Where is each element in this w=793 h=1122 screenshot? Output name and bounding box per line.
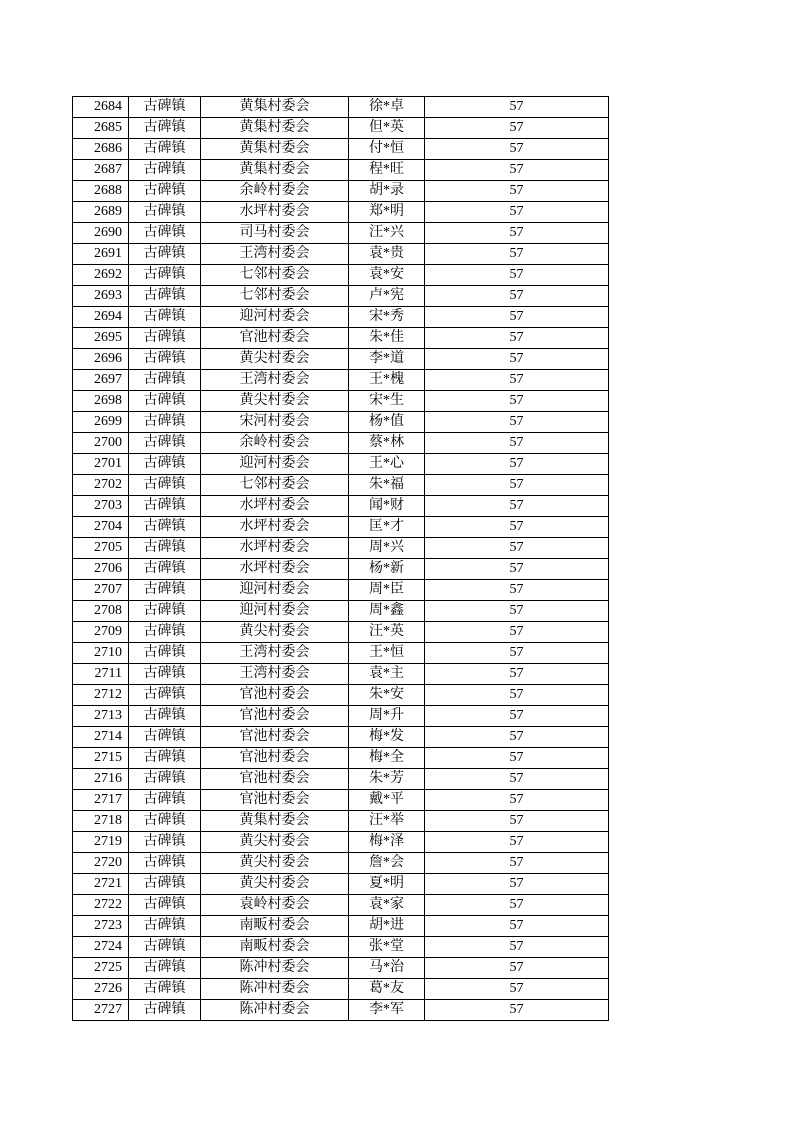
row-number-cell: 2693 <box>73 286 129 307</box>
person-name-cell: 汪*英 <box>349 622 425 643</box>
table-row <box>73 349 609 370</box>
amount-cell: 57 <box>425 559 609 580</box>
person-name-cell: 但*英 <box>349 118 425 139</box>
village-committee-cell: 王湾村委会 <box>201 370 349 391</box>
amount-cell: 57 <box>425 454 609 475</box>
person-name-cell: 周*升 <box>349 706 425 727</box>
table-row <box>73 244 609 265</box>
table-row <box>73 811 609 832</box>
person-name-cell: 程*旺 <box>349 160 425 181</box>
village-committee-cell: 宋河村委会 <box>201 412 349 433</box>
table-row <box>73 895 609 916</box>
amount-cell: 57 <box>425 937 609 958</box>
person-name-cell: 匡*才 <box>349 517 425 538</box>
amount-cell: 57 <box>425 496 609 517</box>
amount-cell: 57 <box>425 286 609 307</box>
row-number-cell: 2720 <box>73 853 129 874</box>
row-number-cell: 2703 <box>73 496 129 517</box>
person-name-cell: 王*槐 <box>349 370 425 391</box>
amount-cell: 57 <box>425 832 609 853</box>
amount-cell: 57 <box>425 307 609 328</box>
row-number-cell: 2705 <box>73 538 129 559</box>
town-cell: 古碑镇 <box>129 622 201 643</box>
town-cell: 古碑镇 <box>129 895 201 916</box>
amount-cell: 57 <box>425 979 609 1000</box>
amount-cell: 57 <box>425 1000 609 1021</box>
village-committee-cell: 余岭村委会 <box>201 433 349 454</box>
village-committee-cell: 黄集村委会 <box>201 160 349 181</box>
table-row <box>73 664 609 685</box>
village-committee-cell: 水坪村委会 <box>201 517 349 538</box>
person-name-cell: 马*治 <box>349 958 425 979</box>
row-number-cell: 2704 <box>73 517 129 538</box>
person-name-cell: 卢*宪 <box>349 286 425 307</box>
person-name-cell: 汪*举 <box>349 811 425 832</box>
person-name-cell: 杨*值 <box>349 412 425 433</box>
town-cell: 古碑镇 <box>129 727 201 748</box>
row-number-cell: 2692 <box>73 265 129 286</box>
town-cell: 古碑镇 <box>129 559 201 580</box>
amount-cell: 57 <box>425 349 609 370</box>
village-committee-cell: 余岭村委会 <box>201 181 349 202</box>
table-row <box>73 202 609 223</box>
table-row <box>73 139 609 160</box>
town-cell: 古碑镇 <box>129 202 201 223</box>
town-cell: 古碑镇 <box>129 349 201 370</box>
row-number-cell: 2689 <box>73 202 129 223</box>
table-body <box>73 97 609 1021</box>
village-committee-cell: 黄集村委会 <box>201 139 349 160</box>
table-row <box>73 496 609 517</box>
town-cell: 古碑镇 <box>129 244 201 265</box>
row-number-cell: 2706 <box>73 559 129 580</box>
amount-cell: 57 <box>425 685 609 706</box>
town-cell: 古碑镇 <box>129 811 201 832</box>
person-name-cell: 袁*家 <box>349 895 425 916</box>
table-row <box>73 958 609 979</box>
amount-cell: 57 <box>425 664 609 685</box>
amount-cell: 57 <box>425 769 609 790</box>
row-number-cell: 2717 <box>73 790 129 811</box>
person-name-cell: 周*鑫 <box>349 601 425 622</box>
row-number-cell: 2687 <box>73 160 129 181</box>
table-row <box>73 748 609 769</box>
amount-cell: 57 <box>425 853 609 874</box>
person-name-cell: 闻*财 <box>349 496 425 517</box>
village-committee-cell: 黄尖村委会 <box>201 622 349 643</box>
row-number-cell: 2719 <box>73 832 129 853</box>
row-number-cell: 2723 <box>73 916 129 937</box>
table-row <box>73 727 609 748</box>
town-cell: 古碑镇 <box>129 181 201 202</box>
person-name-cell: 杨*新 <box>349 559 425 580</box>
table-row <box>73 580 609 601</box>
person-name-cell: 梅*全 <box>349 748 425 769</box>
amount-cell: 57 <box>425 223 609 244</box>
amount-cell: 57 <box>425 706 609 727</box>
table-row <box>73 475 609 496</box>
town-cell: 古碑镇 <box>129 580 201 601</box>
town-cell: 古碑镇 <box>129 391 201 412</box>
amount-cell: 57 <box>425 244 609 265</box>
person-name-cell: 张*堂 <box>349 937 425 958</box>
row-number-cell: 2691 <box>73 244 129 265</box>
village-committee-cell: 陈冲村委会 <box>201 1000 349 1021</box>
amount-cell: 57 <box>425 790 609 811</box>
town-cell: 古碑镇 <box>129 118 201 139</box>
town-cell: 古碑镇 <box>129 979 201 1000</box>
table-row <box>73 307 609 328</box>
table-row <box>73 538 609 559</box>
amount-cell: 57 <box>425 139 609 160</box>
town-cell: 古碑镇 <box>129 790 201 811</box>
person-name-cell: 袁*贵 <box>349 244 425 265</box>
row-number-cell: 2712 <box>73 685 129 706</box>
table-row <box>73 433 609 454</box>
row-number-cell: 2708 <box>73 601 129 622</box>
village-committee-cell: 水坪村委会 <box>201 496 349 517</box>
town-cell: 古碑镇 <box>129 517 201 538</box>
table-row <box>73 643 609 664</box>
town-cell: 古碑镇 <box>129 307 201 328</box>
table-row <box>73 832 609 853</box>
village-committee-cell: 七邻村委会 <box>201 286 349 307</box>
village-committee-cell: 官池村委会 <box>201 790 349 811</box>
town-cell: 古碑镇 <box>129 1000 201 1021</box>
table-row <box>73 370 609 391</box>
village-committee-cell: 水坪村委会 <box>201 538 349 559</box>
person-name-cell: 梅*发 <box>349 727 425 748</box>
village-committee-cell: 陈冲村委会 <box>201 958 349 979</box>
town-cell: 古碑镇 <box>129 370 201 391</box>
town-cell: 古碑镇 <box>129 874 201 895</box>
amount-cell: 57 <box>425 370 609 391</box>
village-committee-cell: 陈冲村委会 <box>201 979 349 1000</box>
person-name-cell: 朱*芳 <box>349 769 425 790</box>
amount-cell: 57 <box>425 622 609 643</box>
village-committee-cell: 南畈村委会 <box>201 937 349 958</box>
village-committee-cell: 迎河村委会 <box>201 307 349 328</box>
village-committee-cell: 袁岭村委会 <box>201 895 349 916</box>
table-row <box>73 979 609 1000</box>
town-cell: 古碑镇 <box>129 328 201 349</box>
town-cell: 古碑镇 <box>129 223 201 244</box>
person-name-cell: 王*恒 <box>349 643 425 664</box>
village-committee-cell: 官池村委会 <box>201 328 349 349</box>
person-name-cell: 詹*会 <box>349 853 425 874</box>
town-cell: 古碑镇 <box>129 937 201 958</box>
row-number-cell: 2697 <box>73 370 129 391</box>
row-number-cell: 2713 <box>73 706 129 727</box>
person-name-cell: 徐*卓 <box>349 97 425 118</box>
village-committee-cell: 官池村委会 <box>201 727 349 748</box>
row-number-cell: 2707 <box>73 580 129 601</box>
row-number-cell: 2696 <box>73 349 129 370</box>
data-table <box>72 96 609 1021</box>
table-row <box>73 160 609 181</box>
person-name-cell: 葛*友 <box>349 979 425 1000</box>
person-name-cell: 蔡*林 <box>349 433 425 454</box>
village-committee-cell: 王湾村委会 <box>201 664 349 685</box>
town-cell: 古碑镇 <box>129 916 201 937</box>
town-cell: 古碑镇 <box>129 97 201 118</box>
person-name-cell: 袁*主 <box>349 664 425 685</box>
row-number-cell: 2686 <box>73 139 129 160</box>
row-number-cell: 2685 <box>73 118 129 139</box>
amount-cell: 57 <box>425 643 609 664</box>
town-cell: 古碑镇 <box>129 706 201 727</box>
row-number-cell: 2725 <box>73 958 129 979</box>
row-number-cell: 2727 <box>73 1000 129 1021</box>
town-cell: 古碑镇 <box>129 769 201 790</box>
amount-cell: 57 <box>425 517 609 538</box>
person-name-cell: 汪*兴 <box>349 223 425 244</box>
row-number-cell: 2714 <box>73 727 129 748</box>
amount-cell: 57 <box>425 874 609 895</box>
table-row <box>73 706 609 727</box>
amount-cell: 57 <box>425 811 609 832</box>
village-committee-cell: 官池村委会 <box>201 748 349 769</box>
person-name-cell: 夏*明 <box>349 874 425 895</box>
amount-cell: 57 <box>425 601 609 622</box>
village-committee-cell: 王湾村委会 <box>201 244 349 265</box>
person-name-cell: 付*恒 <box>349 139 425 160</box>
row-number-cell: 2721 <box>73 874 129 895</box>
person-name-cell: 王*心 <box>349 454 425 475</box>
table-row <box>73 517 609 538</box>
row-number-cell: 2726 <box>73 979 129 1000</box>
town-cell: 古碑镇 <box>129 454 201 475</box>
village-committee-cell: 黄尖村委会 <box>201 832 349 853</box>
table-row <box>73 769 609 790</box>
town-cell: 古碑镇 <box>129 538 201 559</box>
amount-cell: 57 <box>425 412 609 433</box>
village-committee-cell: 迎河村委会 <box>201 580 349 601</box>
village-committee-cell: 七邻村委会 <box>201 475 349 496</box>
table-row <box>73 412 609 433</box>
town-cell: 古碑镇 <box>129 853 201 874</box>
row-number-cell: 2695 <box>73 328 129 349</box>
village-committee-cell: 王湾村委会 <box>201 643 349 664</box>
village-committee-cell: 迎河村委会 <box>201 601 349 622</box>
amount-cell: 57 <box>425 895 609 916</box>
amount-cell: 57 <box>425 433 609 454</box>
amount-cell: 57 <box>425 958 609 979</box>
person-name-cell: 宋*秀 <box>349 307 425 328</box>
table-row <box>73 559 609 580</box>
table-row <box>73 181 609 202</box>
person-name-cell: 郑*明 <box>349 202 425 223</box>
row-number-cell: 2701 <box>73 454 129 475</box>
village-committee-cell: 七邻村委会 <box>201 265 349 286</box>
row-number-cell: 2699 <box>73 412 129 433</box>
amount-cell: 57 <box>425 475 609 496</box>
person-name-cell: 周*兴 <box>349 538 425 559</box>
person-name-cell: 李*道 <box>349 349 425 370</box>
amount-cell: 57 <box>425 391 609 412</box>
town-cell: 古碑镇 <box>129 265 201 286</box>
amount-cell: 57 <box>425 580 609 601</box>
town-cell: 古碑镇 <box>129 958 201 979</box>
amount-cell: 57 <box>425 727 609 748</box>
person-name-cell: 周*臣 <box>349 580 425 601</box>
row-number-cell: 2724 <box>73 937 129 958</box>
row-number-cell: 2688 <box>73 181 129 202</box>
person-name-cell: 朱*佳 <box>349 328 425 349</box>
table-row <box>73 622 609 643</box>
row-number-cell: 2709 <box>73 622 129 643</box>
table-row <box>73 685 609 706</box>
village-committee-cell: 黄集村委会 <box>201 811 349 832</box>
table-row <box>73 118 609 139</box>
amount-cell: 57 <box>425 538 609 559</box>
town-cell: 古碑镇 <box>129 748 201 769</box>
town-cell: 古碑镇 <box>129 412 201 433</box>
town-cell: 古碑镇 <box>129 685 201 706</box>
village-committee-cell: 黄集村委会 <box>201 118 349 139</box>
table-row <box>73 853 609 874</box>
amount-cell: 57 <box>425 97 609 118</box>
village-committee-cell: 司马村委会 <box>201 223 349 244</box>
town-cell: 古碑镇 <box>129 286 201 307</box>
town-cell: 古碑镇 <box>129 832 201 853</box>
row-number-cell: 2711 <box>73 664 129 685</box>
table-row <box>73 874 609 895</box>
amount-cell: 57 <box>425 916 609 937</box>
row-number-cell: 2700 <box>73 433 129 454</box>
town-cell: 古碑镇 <box>129 139 201 160</box>
row-number-cell: 2698 <box>73 391 129 412</box>
village-committee-cell: 黄集村委会 <box>201 97 349 118</box>
row-number-cell: 2684 <box>73 97 129 118</box>
table-row <box>73 265 609 286</box>
village-committee-cell: 迎河村委会 <box>201 454 349 475</box>
row-number-cell: 2702 <box>73 475 129 496</box>
row-number-cell: 2694 <box>73 307 129 328</box>
amount-cell: 57 <box>425 328 609 349</box>
person-name-cell: 宋*生 <box>349 391 425 412</box>
person-name-cell: 袁*安 <box>349 265 425 286</box>
amount-cell: 57 <box>425 748 609 769</box>
village-committee-cell: 水坪村委会 <box>201 202 349 223</box>
person-name-cell: 胡*录 <box>349 181 425 202</box>
row-number-cell: 2690 <box>73 223 129 244</box>
table-row <box>73 328 609 349</box>
person-name-cell: 朱*福 <box>349 475 425 496</box>
table-row <box>73 391 609 412</box>
village-committee-cell: 官池村委会 <box>201 769 349 790</box>
village-committee-cell: 黄尖村委会 <box>201 349 349 370</box>
amount-cell: 57 <box>425 265 609 286</box>
table-row <box>73 937 609 958</box>
village-committee-cell: 官池村委会 <box>201 706 349 727</box>
table-row <box>73 1000 609 1021</box>
amount-cell: 57 <box>425 118 609 139</box>
town-cell: 古碑镇 <box>129 433 201 454</box>
town-cell: 古碑镇 <box>129 643 201 664</box>
town-cell: 古碑镇 <box>129 601 201 622</box>
village-committee-cell: 黄尖村委会 <box>201 853 349 874</box>
person-name-cell: 梅*泽 <box>349 832 425 853</box>
town-cell: 古碑镇 <box>129 664 201 685</box>
table-row <box>73 601 609 622</box>
amount-cell: 57 <box>425 181 609 202</box>
town-cell: 古碑镇 <box>129 496 201 517</box>
row-number-cell: 2715 <box>73 748 129 769</box>
town-cell: 古碑镇 <box>129 475 201 496</box>
village-committee-cell: 南畈村委会 <box>201 916 349 937</box>
row-number-cell: 2710 <box>73 643 129 664</box>
table-row <box>73 454 609 475</box>
person-name-cell: 胡*进 <box>349 916 425 937</box>
village-committee-cell: 黄尖村委会 <box>201 391 349 412</box>
person-name-cell: 李*军 <box>349 1000 425 1021</box>
person-name-cell: 戴*平 <box>349 790 425 811</box>
person-name-cell: 朱*安 <box>349 685 425 706</box>
village-committee-cell: 官池村委会 <box>201 685 349 706</box>
village-committee-cell: 水坪村委会 <box>201 559 349 580</box>
town-cell: 古碑镇 <box>129 160 201 181</box>
table-row <box>73 286 609 307</box>
table-row <box>73 916 609 937</box>
row-number-cell: 2718 <box>73 811 129 832</box>
amount-cell: 57 <box>425 202 609 223</box>
table-row <box>73 97 609 118</box>
village-committee-cell: 黄尖村委会 <box>201 874 349 895</box>
table-row <box>73 790 609 811</box>
table-row <box>73 223 609 244</box>
row-number-cell: 2716 <box>73 769 129 790</box>
row-number-cell: 2722 <box>73 895 129 916</box>
amount-cell: 57 <box>425 160 609 181</box>
